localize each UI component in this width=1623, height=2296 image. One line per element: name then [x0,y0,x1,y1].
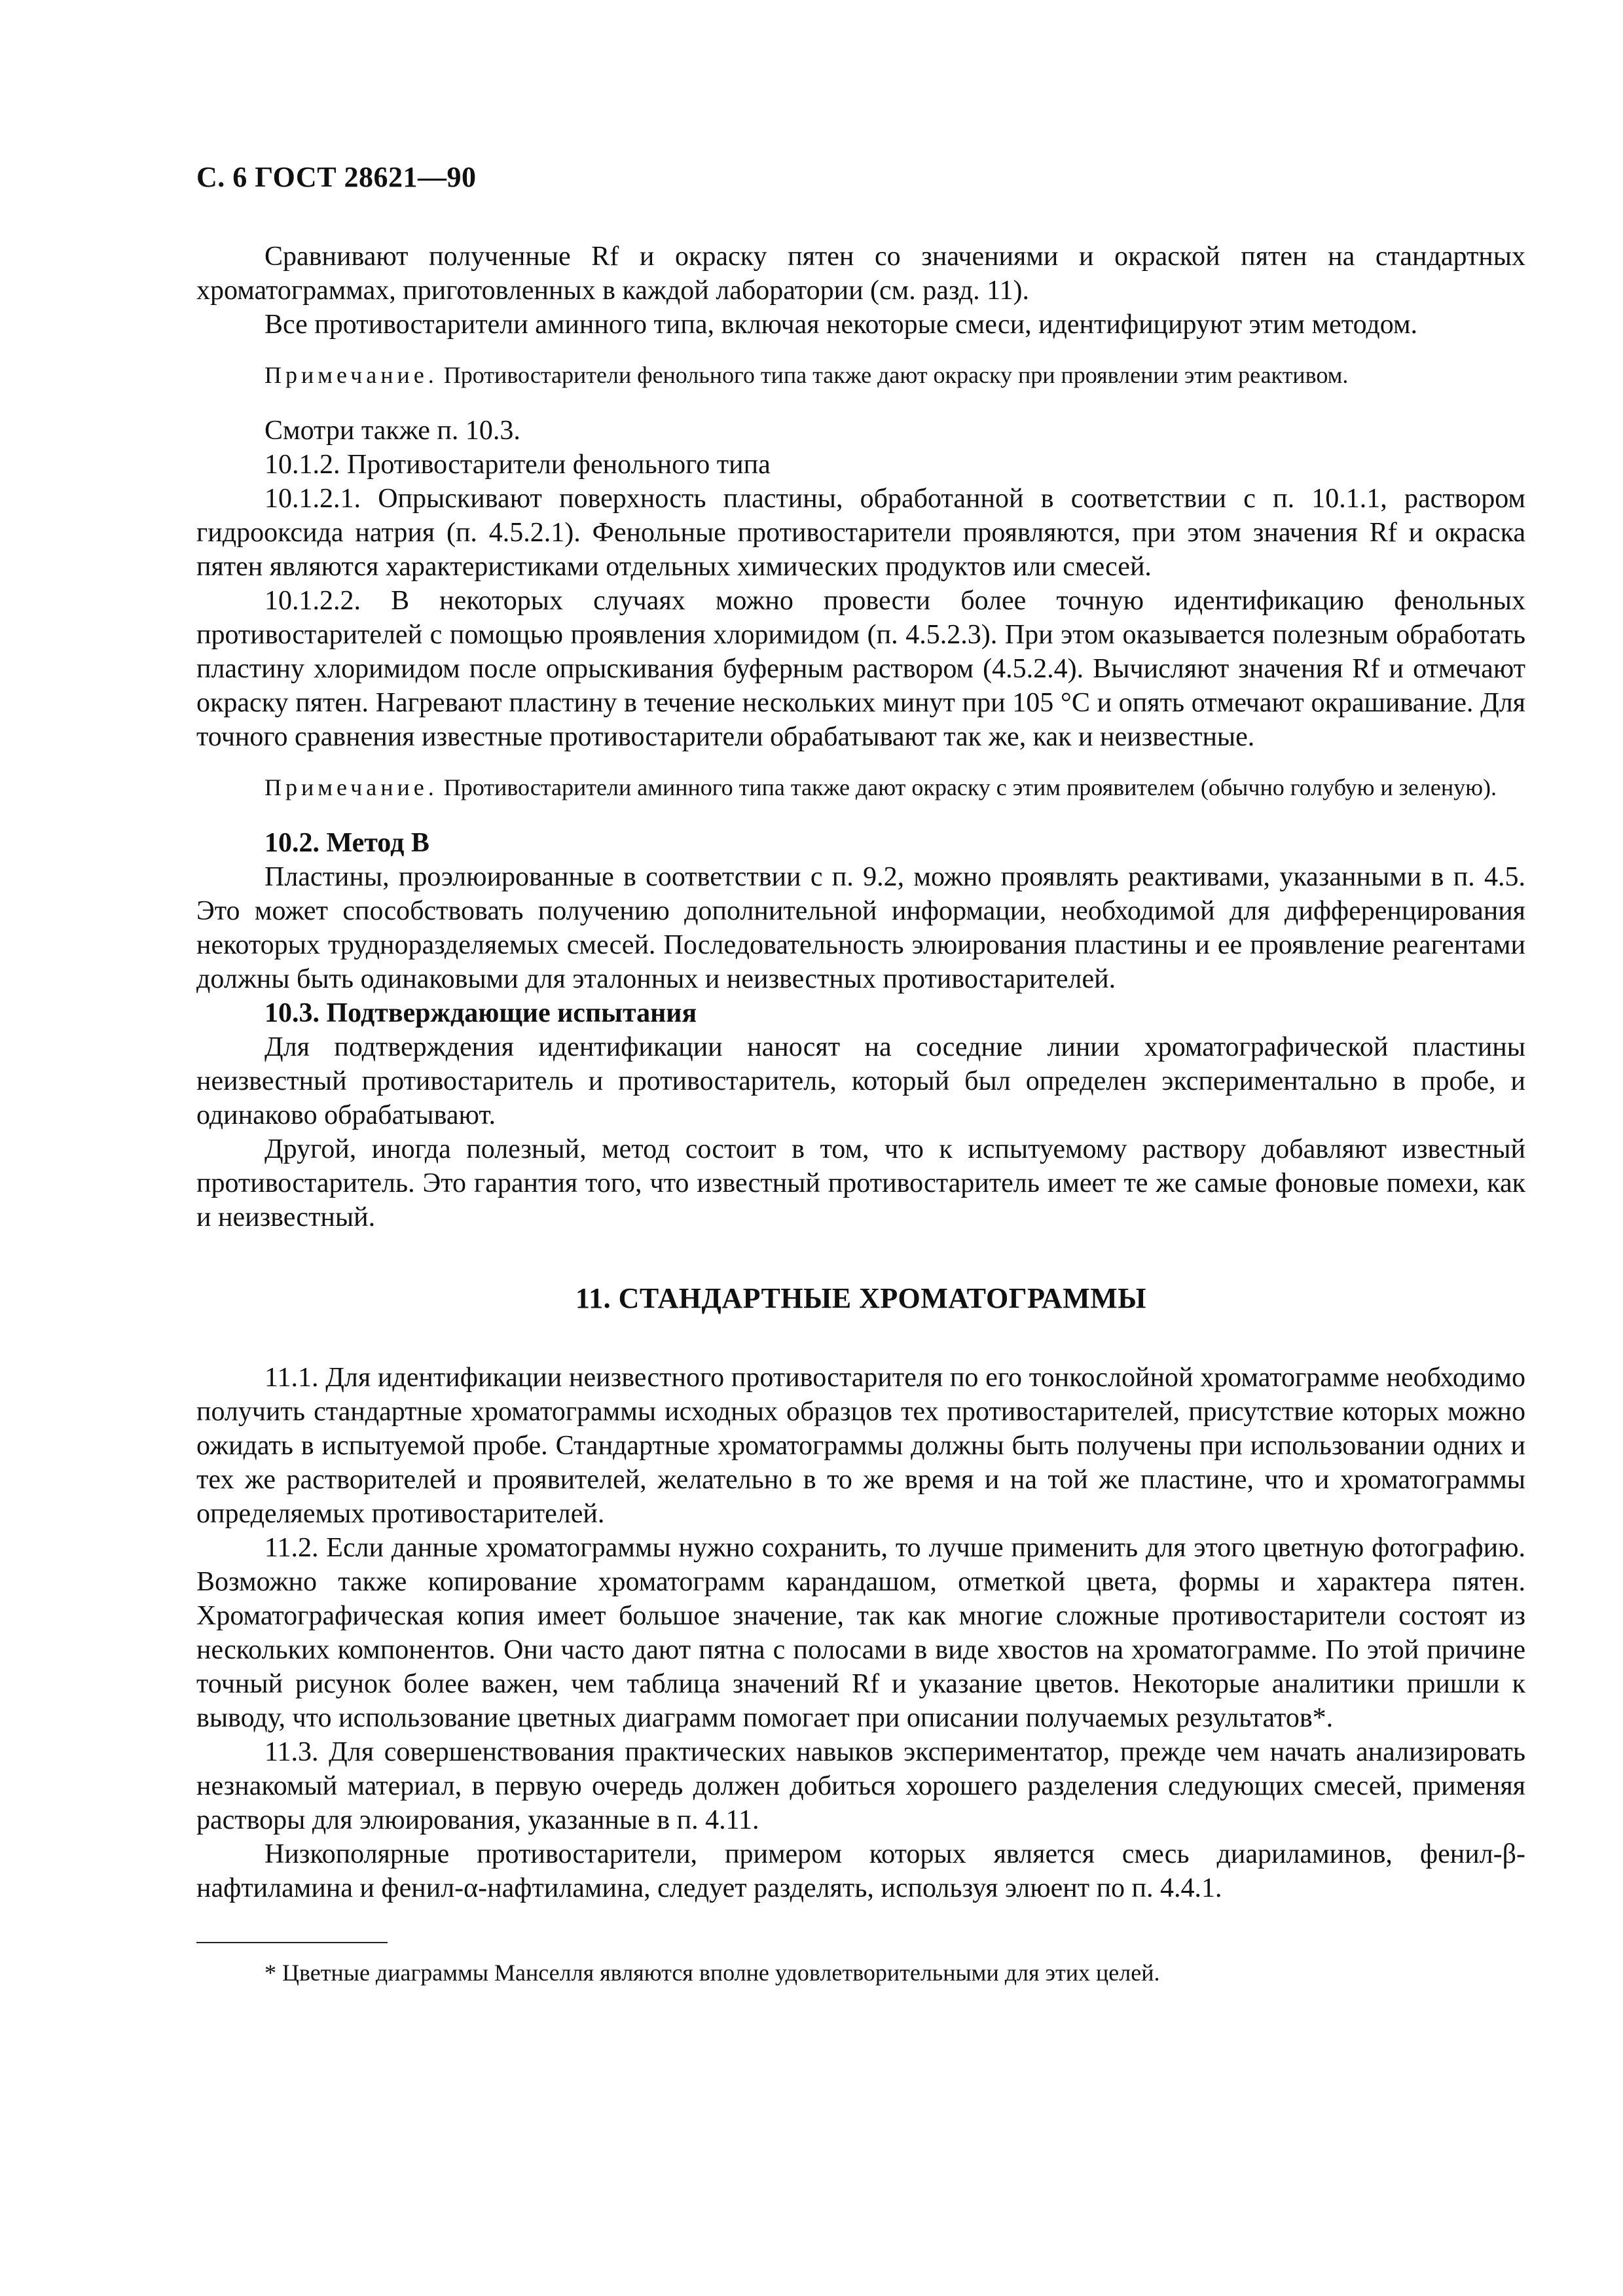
page-header: С. 6 ГОСТ 28621—90 [196,161,477,193]
document-page [196,160,1525,1988]
paragraph: Для подтверждения идентификации наносят на соседние линии хроматографической пластины неизвестный противостаритель и противостаритель, который был определен экспериментально в пробе, и одинаково обрабатывают. [196,1032,1525,1130]
paragraph: 11.3. Для совершенствования практических навыков экспериментатор, прежде чем начать анализировать незнакомый материал, в первую очередь должен добиться хорошего разделения следующих смесей, применяя растворы для элюирования, указанные в п. 4.11. [196,1737,1525,1835]
note-label: Примечание. [264,362,438,388]
note-text: Противостарители фенольного типа также дают окраску при проявлении этим реактивом. [437,362,1349,388]
note-text: Противостарители аминного типа также дают окраску с этим проявителем (обычно голубую и зеленую). [437,774,1497,800]
paragraph: 11.2. Если данные хроматограммы нужно сохранить, то лучше применить для этого цветную фотографию. Возможно также копирование хроматограмм карандашом, отметкой цвета, формы и характера пятен. Хроматографическая копия имеет большое значение, так как многие сложные противостарители состоят из нескольких компонентов. Они часто дают пятна с полосами в виде хвостов на хроматограмме. По этой причине точный рисунок более важен, чем таблица значений Rf и указание цветов. Некоторые аналитики пришли к выводу, что использование цветных диаграмм помогает при описании получаемых результатов*. [196,1533,1525,1733]
paragraph: 10.1.2.1. Опрыскивают поверхность пластины, обработанной в соответствии с п. 10.1.1, раствором гидрооксида натрия (п. 4.5.2.1). Фенольные противостарители проявляются, при этом значения Rf и окраска пятен являются характеристиками отдельных химических продуктов или смесей. [196,484,1525,582]
paragraph: Пластины, проэлюированные в соответствии с п. 9.2, можно проявлять реактивами, указанными в п. 4.5. Это может способствовать получению дополнительной информации, необходимой для дифференцирования некоторых трудноразделяемых смесей. Последовательность элюирования пластины и ее проявление реагентами должны быть одинаковыми для эталонных и неизвестных противостарителей. [196,862,1525,994]
note [196,772,1525,802]
footnote: * Цветные диаграммы Манселля являются вполне удовлетворительными для этих целей. [264,1960,1160,1986]
note [196,360,1525,390]
paragraph: 11.1. Для идентификации неизвестного противостарителя по его тонкослойной хроматограмме необходимо получить стандартные хроматограммы исходных образцов тех противостарителей, присутствие которых можно ожидать в испытуемой пробе. Стандартные хроматограммы должны быть получены при использовании одних и тех же растворителей и проявителей, желательно в то же время и на той же пластине, что и хроматограммы определяемых противостарителей. [196,1363,1525,1529]
section-title: 11. СТАНДАРТНЫЕ ХРОМАТОГРАММЫ [575,1282,1146,1314]
note-label: Примечание. [264,774,438,800]
paragraph: 10.1.2.2. В некоторых случаях можно провести более точную идентификацию фенольных противостарителей с помощью проявления хлоримидом (п. 4.5.2.3). При этом оказывается полезным обработать пластину хлоримидом после опрыскивания буферным раствором (4.5.2.4). Вычисляют значения Rf и отмечают окраску пятен. Нагревают пластину в течение нескольких минут при 105 °С и опять отмечают окрашивание. Для точного сравнения известные противостарители обрабатывают так же, как и неизвестные. [196,586,1525,752]
paragraph: Низкополярные противостарители, примером которых является смесь диариламинов, фенил-β-нафтиламина и фенил-α-нафтиламина, следует разделять, используя элюент по п. 4.4.1. [196,1839,1525,1903]
paragraph: Другой, иногда полезный, метод состоит в том, что к испытуемому раствору добавляют известный противостаритель. Это гарантия того, что известный противостаритель имеет те же самые фоновые помехи, как и неизвестный. [196,1134,1525,1232]
paragraph: Сравнивают полученные Rf и окраску пятен со значениями и окраской пятен на стандартных хроматограммах, приготовленных в каждой лаборатории (см. разд. 11). [196,242,1525,306]
footnote-divider [196,1942,388,1943]
section-heading: 10.2. Метод В [264,828,429,858]
paragraph: Смотри также п. 10.3. [264,416,520,446]
section-heading: 10.3. Подтверждающие испытания [264,998,697,1028]
paragraph: Все противостарители аминного типа, включая некоторые смеси, идентифицируют этим методом. [264,310,1418,340]
subsection-title: 10.1.2. Противостарители фенольного типа [264,450,771,480]
